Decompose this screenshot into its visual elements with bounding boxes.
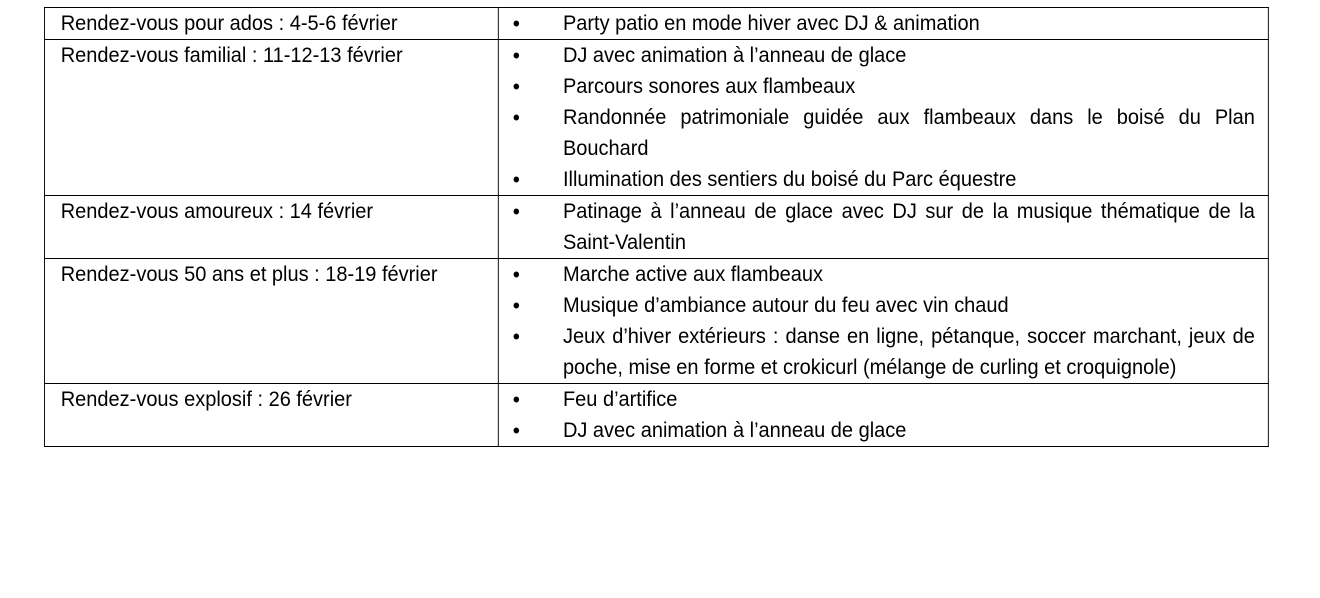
event-name-cell: [44, 40, 498, 196]
event-name-cell: [44, 196, 498, 259]
list-item: [499, 259, 1255, 290]
event-name-cell: [44, 8, 498, 40]
event-activities-cell: [498, 8, 1268, 40]
bullet-icon: •: [512, 74, 520, 99]
table-row: [44, 259, 1268, 384]
list-item: [499, 71, 1255, 102]
list-item: [499, 8, 1255, 39]
list-item: [499, 102, 1255, 164]
list-item: [499, 290, 1255, 321]
activity-text: DJ avec animation à l’anneau de glace: [562, 43, 907, 67]
event-name-cell: [44, 384, 498, 447]
table-row: [44, 40, 1268, 196]
event-name-cell: [44, 259, 498, 384]
activity-text: Feu d’artifice: [562, 387, 678, 411]
table-row: [44, 8, 1268, 40]
bullet-icon: •: [512, 324, 520, 349]
event-name: Rendez-vous pour ados : 4-5-6 février: [60, 11, 398, 35]
table-row: [44, 384, 1268, 447]
activity-text: Parcours sonores aux flambeaux: [562, 74, 856, 98]
activity-text: Marche active aux flambeaux: [562, 262, 824, 286]
event-activities-cell: [498, 196, 1268, 259]
bullet-icon: •: [512, 11, 520, 36]
bullet-icon: •: [512, 293, 520, 318]
list-item: [499, 321, 1255, 383]
activity-text: Randonnée patrimoniale guidée aux flambeaux dans le boisé du Plan Bouchard: [562, 105, 1255, 160]
activity-text: Musique d’ambiance autour du feu avec vin chaud: [562, 293, 1009, 317]
bullet-icon: •: [512, 262, 520, 287]
activity-text: Party patio en mode hiver avec DJ & animation: [562, 11, 980, 35]
activity-text: DJ avec animation à l’anneau de glace: [562, 418, 907, 442]
list-item: [499, 164, 1255, 195]
activity-list: [499, 8, 1255, 39]
event-name: Rendez-vous explosif : 26 février: [60, 387, 352, 411]
bullet-icon: •: [512, 167, 520, 192]
event-name: Rendez-vous familial : 11-12-13 février: [60, 43, 403, 67]
list-item: [499, 40, 1255, 71]
events-table: [44, 7, 1269, 447]
list-item: [499, 196, 1255, 258]
list-item: [499, 415, 1255, 446]
bullet-icon: •: [512, 105, 520, 130]
activity-text: Illumination des sentiers du boisé du Parc équestre: [562, 167, 1017, 191]
bullet-icon: •: [512, 418, 520, 443]
event-activities-cell: [498, 259, 1268, 384]
activity-list: [499, 384, 1255, 446]
event-name: Rendez-vous amoureux : 14 février: [60, 199, 374, 223]
activity-text: Jeux d’hiver extérieurs : danse en ligne, pétanque, soccer marchant, jeux de poche, mise en forme et crokicurl (mélange de curling et croquignole): [562, 324, 1255, 379]
list-item: [499, 384, 1255, 415]
activity-list: [499, 40, 1255, 195]
activity-list: [499, 196, 1255, 258]
activity-text: Patinage à l’anneau de glace avec DJ sur de la musique thématique de la Saint-Valentin: [562, 199, 1255, 254]
activity-list: [499, 259, 1255, 383]
bullet-icon: •: [512, 43, 520, 68]
event-activities-cell: [498, 40, 1268, 196]
table-row: [44, 196, 1268, 259]
bullet-icon: •: [512, 199, 520, 224]
event-activities-cell: [498, 384, 1268, 447]
bullet-icon: •: [512, 387, 520, 412]
event-name: Rendez-vous 50 ans et plus : 18-19 février: [60, 262, 438, 286]
